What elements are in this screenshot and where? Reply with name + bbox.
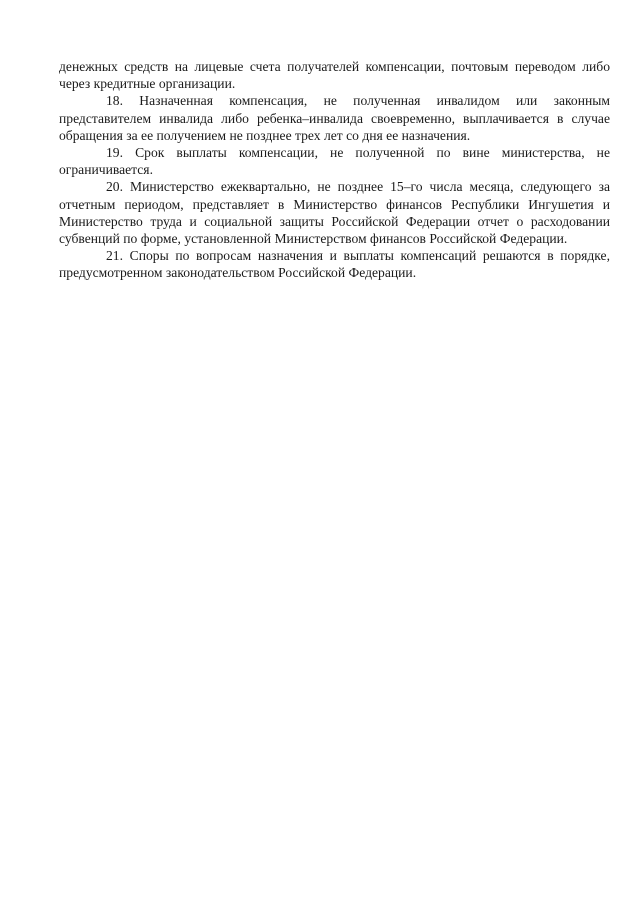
paragraph-18: 18. Назначенная компенсация, не полученная инвалидом или законным представителем инвалида либо ребенка–инвалида своевременно, выплачивается в случае обращения за ее получением не позднее трех лет со дня ее назначения. [59,93,610,143]
paragraph-20: 20. Министерство ежеквартально, не позднее 15–го числа месяца, следующего за отчетным периодом, представляет в Министерство финансов Республики Ингушетия и Министерство труда и социальной защиты Российской Федерации отчет о расходовании субвенций по форме, установленной Министерством финансов Российской Федерации. [59,179,610,247]
paragraph-continuation: денежных средств на лицевые счета получателей компенсации, почтовым переводом либо через кредитные организации. [59,59,610,92]
document-body [59,58,610,282]
paragraph-19: 19. Срок выплаты компенсации, не полученной по вине министерства, не ограничивается. [59,145,610,178]
paragraph-21: 21. Споры по вопросам назначения и выплаты компенсаций решаются в порядке, предусмотренном законодательством Российской Федерации. [59,248,610,281]
